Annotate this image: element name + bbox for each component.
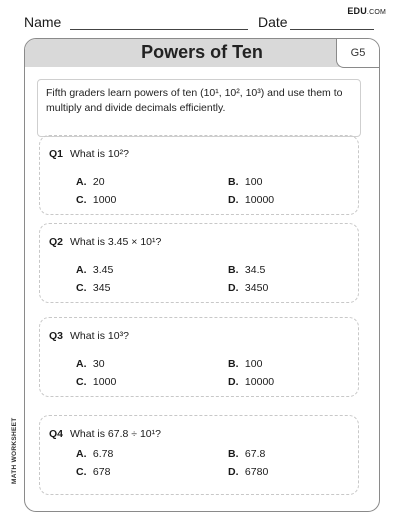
option-value: 10000 <box>244 376 275 388</box>
option-b[interactable] <box>228 358 262 370</box>
question-number: Q3 <box>49 330 64 342</box>
option-letter: C. <box>76 376 87 388</box>
option-letter: D. <box>228 282 239 294</box>
logo-suffix: .COM <box>366 9 386 16</box>
option-letter: D. <box>228 194 239 206</box>
option-letter: D. <box>228 376 239 388</box>
option-value: 30 <box>92 358 105 370</box>
name-line[interactable] <box>70 29 248 30</box>
option-value: 20 <box>92 176 105 188</box>
option-d[interactable] <box>228 194 274 206</box>
option-d[interactable] <box>228 282 268 294</box>
option-value: 34.5 <box>244 264 266 276</box>
option-letter: B. <box>228 448 239 460</box>
question-card-4 <box>39 415 359 495</box>
option-b[interactable] <box>228 448 265 460</box>
question-card-1 <box>39 135 359 215</box>
option-value: 3450 <box>244 282 269 294</box>
grade-badge: G5 <box>336 39 379 68</box>
option-c[interactable] <box>76 282 110 294</box>
question-number: Q1 <box>49 148 64 160</box>
option-letter: B. <box>228 176 239 188</box>
option-value: 345 <box>92 282 111 294</box>
option-c[interactable] <box>76 194 116 206</box>
option-b[interactable] <box>228 176 262 188</box>
question-text: What is 10³? <box>70 330 129 342</box>
option-value: 3.45 <box>92 264 114 276</box>
option-c[interactable] <box>76 376 116 388</box>
question-text: What is 67.8 ÷ 10¹? <box>70 428 161 440</box>
option-value: 100 <box>244 176 263 188</box>
option-letter: C. <box>76 194 87 206</box>
question-number: Q2 <box>49 236 64 248</box>
option-letter: A. <box>76 176 87 188</box>
question-text: What is 3.45 × 10¹? <box>70 236 162 248</box>
option-value: 6780 <box>244 466 269 478</box>
edu-logo <box>347 6 386 16</box>
option-value: 6.78 <box>92 448 114 460</box>
option-a[interactable] <box>76 176 105 188</box>
option-a[interactable] <box>76 448 113 460</box>
option-value: 1000 <box>92 376 117 388</box>
worksheet-frame <box>24 38 380 512</box>
option-d[interactable] <box>228 376 274 388</box>
intro-box: Fifth graders learn powers of ten (10¹, 10², 10³) and use them to multiply and divide decimals efficiently. <box>37 79 361 137</box>
logo-main: EDU <box>347 6 367 16</box>
option-value: 100 <box>244 358 263 370</box>
date-label: Date <box>258 14 288 30</box>
title-bar <box>25 39 379 67</box>
option-letter: C. <box>76 282 87 294</box>
option-value: 67.8 <box>244 448 266 460</box>
option-letter: B. <box>228 264 239 276</box>
option-d[interactable] <box>228 466 268 478</box>
option-a[interactable] <box>76 264 113 276</box>
question-number: Q4 <box>49 428 64 440</box>
option-value: 678 <box>92 466 111 478</box>
option-letter: A. <box>76 358 87 370</box>
date-line[interactable] <box>290 29 374 30</box>
option-a[interactable] <box>76 358 105 370</box>
side-label: MATH WORKSHEET <box>11 417 18 484</box>
option-letter: A. <box>76 448 87 460</box>
worksheet-title: Powers of Ten <box>141 42 263 62</box>
option-b[interactable] <box>228 264 265 276</box>
option-letter: C. <box>76 466 87 478</box>
option-c[interactable] <box>76 466 110 478</box>
option-value: 10000 <box>244 194 275 206</box>
option-value: 1000 <box>92 194 117 206</box>
question-card-3 <box>39 317 359 397</box>
option-letter: B. <box>228 358 239 370</box>
option-letter: A. <box>76 264 87 276</box>
question-card-2 <box>39 223 359 303</box>
option-letter: D. <box>228 466 239 478</box>
name-label: Name <box>24 14 62 30</box>
question-text: What is 10²? <box>70 148 129 160</box>
